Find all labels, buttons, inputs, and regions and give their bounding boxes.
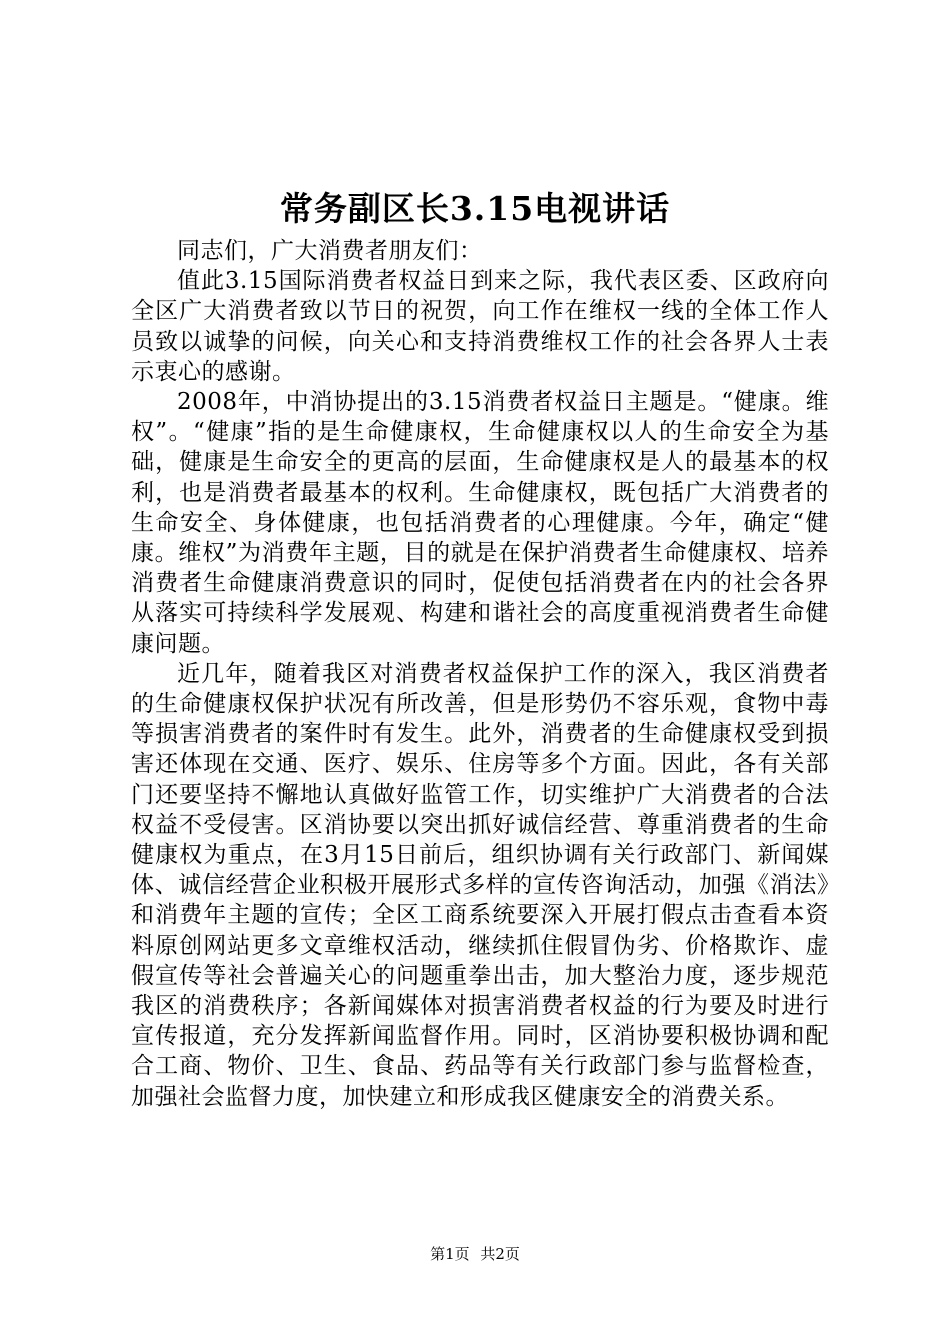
page-number-current: 第1页 xyxy=(430,1245,470,1263)
body-paragraph-1: 值此3.15国际消费者权益日到来之际，我代表区委、区政府向全区广大消费者致以节日的祝贺，向工作在维权一线的全体工作人员致以诚挚的问候，向关心和支持消费维权工作的社会各界人士表示衷心的感谢。 xyxy=(131,268,829,385)
body-paragraph-2: 2008年，中消协提出的3.15消费者权益日主题是。“健康。维权”。“健康”指的是生命健康权，生命健康权以人的生命安全为基础，健康是生命安全的更高的层面，生命健康权是人的最基本的权利，也是消费者最基本的权利。生命健康权，既包括广大消费者的生命安全、身体健康，也包括消费者的心理健康。今年，确定“健康。维权”为消费年主题，目的就是在保护消费者生命健康权、培养消费者生命健康消费意识的同时，促使包括消费者在内的社会各界从落实可持续科学发展观、构建和谐社会的高度重视消费者生命健康问题。 xyxy=(131,389,829,657)
document-title: 常务副区长3.15电视讲话 xyxy=(279,189,671,228)
page-footer xyxy=(0,1244,950,1264)
body-paragraph-3: 近几年，随着我区对消费者权益保护工作的深入，我区消费者的生命健康权保护状况有所改善，但是形势仍不容乐观，食物中毒等损害消费者的案件时有发生。此外，消费者的生命健康权受到损害还体现在交通、医疗、娱乐、住房等多个方面。因此，各有关部门还要坚持不懈地认真做好监管工作，切实维护广大消费者的合法权益不受侵害。区消协要以突出抓好诚信经营、尊重消费者的生命健康权为重点，在3月15日前后，组织协调有关行政部门、新闻媒体、诚信经营企业积极开展形式多样的宣传咨询活动，加强《消法》和消费年主题的宣传；全区工商系统要深入开展打假点击查看本资料原创网站更多文章维权活动，继续抓住假冒伪劣、价格欺诈、虚假宣传等社会普遍关心的问题重拳出击，加大整治力度，逐步规范我区的消费秩序；各新闻媒体对损害消费者权益的行为要及时进行宣传报道，充分发挥新闻监督作用。同时，区消协要积极协调和配合工商、物价、卫生、食品、药品等有关行政部门参与监督检查，加强社会监督力度，加快建立和形成我区健康安全的消费关系。 xyxy=(131,660,829,1110)
page-number-total: 共2页 xyxy=(480,1245,520,1263)
document-body xyxy=(131,236,829,1112)
salutation-paragraph: 同志们，广大消费者朋友们： xyxy=(177,238,483,264)
